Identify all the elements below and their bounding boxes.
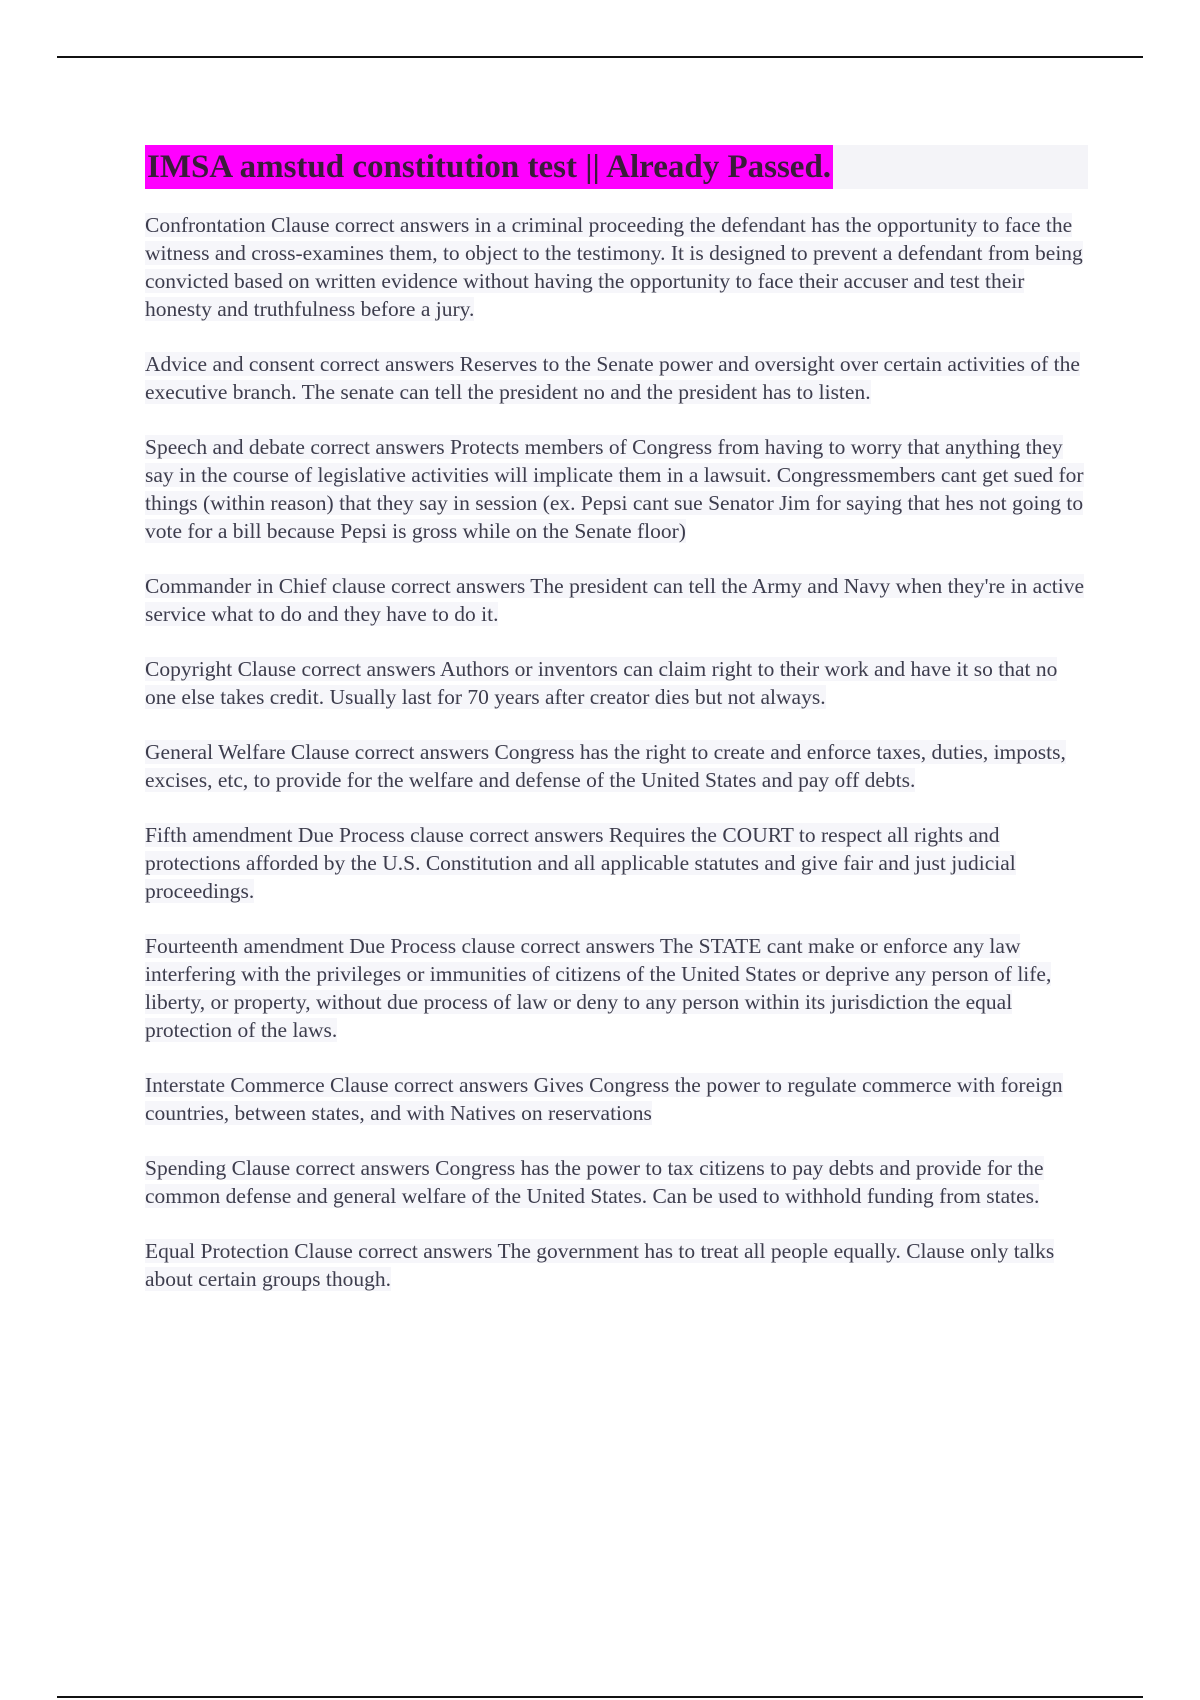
qa-entry-text: Fifth amendment Due Process clause correct answers Requires the COURT to respect all rights and protections afforded by the U.S. Constitution and all applicable statutes and give fair and just judicial proceedings.: [145, 823, 1016, 903]
qa-entry-text: General Welfare Clause correct answers Congress has the right to create and enforce taxes, duties, imposts, excises, etc, to provide for the welfare and defense of the United States and pay off debts.: [145, 740, 1066, 792]
qa-entry-text: Confrontation Clause correct answers in a criminal proceeding the defendant has the opportunity to face the witness and cross-examines them, to object to the testimony. It is designed to prevent a defendant from being convicted based on written evidence without having the opportunity to face their accuser and test their honesty and truthfulness before a jury.: [145, 213, 1083, 321]
qa-entry-text: Spending Clause correct answers Congress has the power to tax citizens to pay debts and provide for the common defense and general welfare of the United States. Can be used to withhold funding from states.: [145, 1156, 1044, 1208]
header-rule: [57, 56, 1143, 58]
qa-entry-text: Interstate Commerce Clause correct answers Gives Congress the power to regulate commerce with foreign countries, between states, and with Natives on reservations: [145, 1073, 1063, 1125]
qa-entry-commander-in-chief: [145, 572, 1088, 628]
qa-list: [145, 211, 1088, 1293]
qa-entry-general-welfare: [145, 738, 1088, 794]
qa-entry-text: Advice and consent correct answers Reserves to the Senate power and oversight over certain activities of the executive branch. The senate can tell the president no and the president has to listen.: [145, 352, 1080, 404]
qa-entry-confrontation: [145, 211, 1088, 323]
qa-entry-speech-debate: [145, 433, 1088, 545]
title-bar: [145, 145, 1088, 189]
qa-entry-text: Fourteenth amendment Due Process clause correct answers The STATE cant make or enforce any law interfering with the privileges or immunities of citizens of the United States or deprive any person of life, liberty, or property, without due process of law or deny to any person within its jurisdiction the equal protection of the laws.: [145, 934, 1052, 1042]
document-title: IMSA amstud constitution test || Already Passed.: [145, 145, 833, 189]
qa-entry-interstate-commerce: [145, 1071, 1088, 1127]
qa-entry-advice-consent: [145, 350, 1088, 406]
qa-entry-spending: [145, 1154, 1088, 1210]
qa-entry-fifth-due-process: [145, 821, 1088, 905]
qa-entry-fourteenth-due-process: [145, 932, 1088, 1044]
qa-entry-equal-protection: [145, 1237, 1088, 1293]
qa-entry-copyright: [145, 655, 1088, 711]
qa-entry-text: Speech and debate correct answers Protects members of Congress from having to worry that anything they say in the course of legislative activities will implicate them in a lawsuit. Congressmembers cant get sued for things (within reason) that they say in session (ex. Pepsi cant sue Senator Jim for saying that hes not going to vote for a bill because Pepsi is gross while on the Senate floor): [145, 435, 1084, 543]
qa-entry-text: Equal Protection Clause correct answers The government has to treat all people equally. Clause only talks about certain groups though.: [145, 1239, 1055, 1291]
qa-entry-text: Commander in Chief clause correct answers The president can tell the Army and Navy when they're in active service what to do and they have to do it.: [145, 574, 1084, 626]
qa-entry-text: Copyright Clause correct answers Authors or inventors can claim right to their work and have it so that no one else takes credit. Usually last for 70 years after creator dies but not always.: [145, 657, 1058, 709]
document-body: [145, 145, 1088, 1320]
footer-rule: [57, 1696, 1143, 1698]
